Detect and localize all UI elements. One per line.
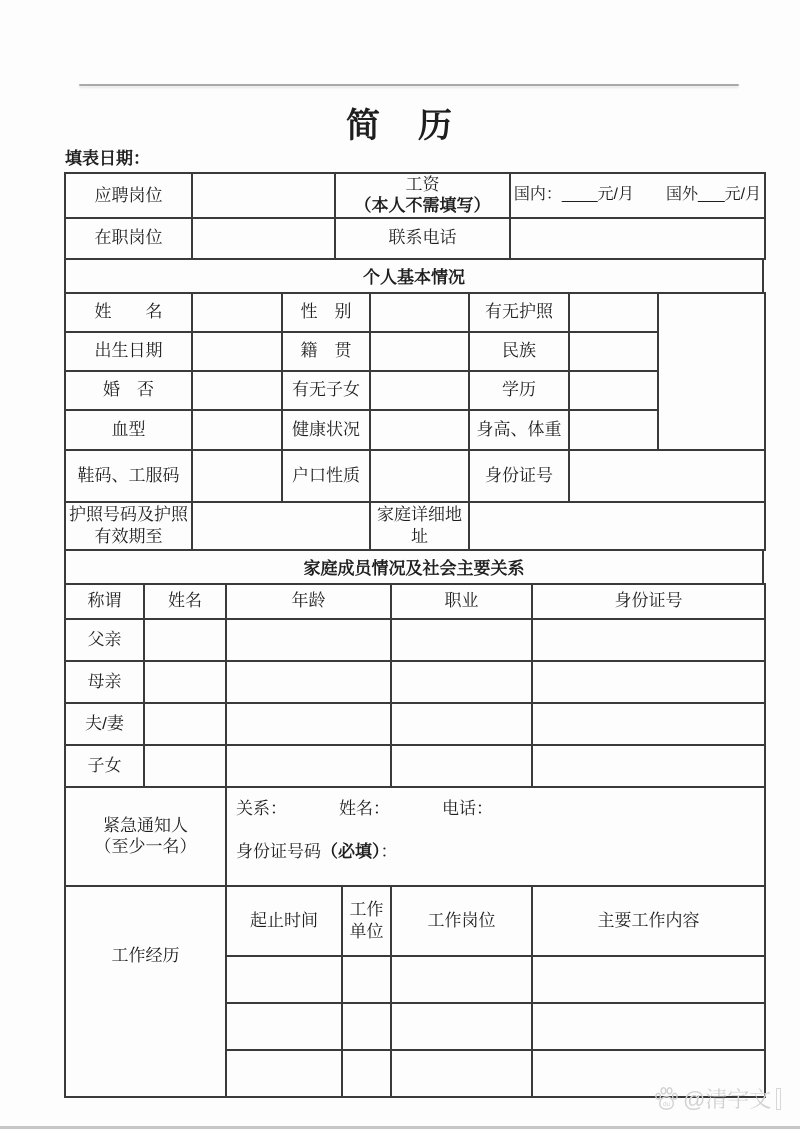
photo-cell: [658, 293, 765, 450]
ethnicity-value-cell: [569, 332, 658, 371]
marital-status-value-cell: [192, 371, 282, 410]
work-company-cell: [342, 1050, 391, 1097]
applied-position-label: 应聘岗位: [65, 173, 192, 218]
home-address-value-cell: [469, 502, 765, 550]
gender-label: 性 别: [282, 293, 370, 332]
family-col-id-number: 身份证号: [532, 584, 765, 619]
family-row-spouse-label: 夫/妻: [65, 703, 144, 745]
family-row-mother-label: 母亲: [65, 661, 144, 703]
health-label: 健康状况: [282, 410, 370, 450]
relation-label: 关系：: [236, 798, 287, 818]
blood-type-value-cell: [192, 410, 282, 450]
native-place-label: 籍 贯: [282, 332, 370, 371]
work-col-position: 工作岗位: [391, 886, 532, 956]
mother-id-cell: [532, 661, 765, 703]
spouse-id-cell: [532, 703, 765, 745]
contact-name-label: 姓名：: [339, 798, 390, 818]
id-number-value-cell: [569, 450, 765, 502]
work-col-main-duties: 主要工作内容: [532, 886, 765, 956]
passport-status-label: 有无护照: [469, 293, 569, 332]
passport-number-value-cell: [192, 502, 370, 550]
emergency-contact-label-line1: 紧急通知人: [103, 815, 188, 835]
work-col-period: 起止时间: [226, 886, 342, 956]
family-col-age: 年龄: [226, 584, 391, 619]
children-id-cell: [532, 745, 765, 787]
mother-name-cell: [144, 661, 226, 703]
family-row-children-label: 子女: [65, 745, 144, 787]
family-row-father-label: 父亲: [65, 619, 144, 661]
resume-form: [64, 172, 764, 1098]
top-info-table: [64, 172, 766, 260]
spouse-age-cell: [226, 703, 391, 745]
mother-occupation-cell: [391, 661, 532, 703]
work-period-cell: [226, 956, 342, 1003]
salary-label-prefix: 工资: [405, 175, 440, 194]
spouse-name-cell: [144, 703, 226, 745]
emergency-phone-label: 电话：: [442, 798, 493, 818]
contact-phone-value-cell: [510, 218, 765, 259]
salary-label-note: （本人不需填写）: [354, 196, 491, 216]
children-occupation-cell: [391, 745, 532, 787]
ethnicity-label: 民族: [469, 332, 569, 371]
work-period-cell: [226, 1050, 342, 1097]
personal-info-table: [64, 292, 766, 551]
contact-phone-label: 联系电话: [335, 218, 510, 259]
bottom-divider: [0, 1126, 800, 1129]
emergency-id-required-note: （必填）: [321, 841, 381, 861]
family-section-header: 家庭成员情况及社会主要关系: [64, 549, 764, 585]
name-label: 姓 名: [65, 293, 192, 332]
work-position-cell: [391, 956, 532, 1003]
top-divider: [79, 84, 739, 86]
current-position-label: 在职岗位: [65, 218, 192, 259]
height-weight-value-cell: [569, 410, 658, 450]
work-company-cell: [342, 1003, 391, 1050]
gender-value-cell: [370, 293, 469, 332]
father-id-cell: [532, 619, 765, 661]
emergency-id-label: 身份证号码: [236, 841, 321, 861]
family-col-name: 姓名: [144, 584, 226, 619]
height-weight-label: 身高、体重: [469, 410, 569, 450]
table-row: [65, 619, 765, 661]
id-number-label: 身份证号: [469, 450, 569, 502]
applied-position-value-cell: [192, 173, 335, 218]
work-experience-table: [64, 885, 766, 1098]
name-value-cell: [192, 293, 282, 332]
salary-value-cell: 国内：____元/月 国外___元/月: [510, 173, 765, 218]
household-type-label: 户口性质: [282, 450, 370, 502]
current-position-value-cell: [192, 218, 335, 259]
home-address-label: 家庭详细地址: [370, 502, 469, 550]
work-experience-label: 工作经历: [65, 886, 226, 1097]
emergency-id-colon: ：: [380, 841, 398, 861]
table-row: [65, 703, 765, 745]
baidu-paw-icon: [653, 1085, 680, 1112]
family-col-occupation: 职业: [391, 584, 532, 619]
children-name-cell: [144, 745, 226, 787]
passport-status-value-cell: [569, 293, 658, 332]
fill-date-label: 填表日期：: [65, 149, 150, 168]
blood-type-label: 血型: [65, 410, 192, 450]
family-table: [64, 583, 766, 788]
father-name-cell: [144, 619, 226, 661]
work-company-cell: [342, 956, 391, 1003]
work-duties-cell: [532, 956, 765, 1003]
education-value-cell: [569, 371, 658, 410]
personal-section-header: 个人基本情况: [64, 258, 764, 294]
watermark-cut-glyph: [776, 1088, 781, 1110]
father-age-cell: [226, 619, 391, 661]
work-position-cell: [391, 1003, 532, 1050]
mother-age-cell: [226, 661, 391, 703]
salary-label-cell: [335, 173, 510, 218]
table-row: [65, 661, 765, 703]
birth-date-value-cell: [192, 332, 282, 371]
health-value-cell: [370, 410, 469, 450]
native-place-value-cell: [370, 332, 469, 371]
shoe-uniform-size-label: 鞋码、工服码: [65, 450, 192, 502]
family-col-title: 称谓: [65, 584, 144, 619]
children-label: 有无子女: [282, 371, 370, 410]
father-occupation-cell: [391, 619, 532, 661]
children-age-cell: [226, 745, 391, 787]
work-col-company: 工作单位: [342, 886, 391, 956]
work-period-cell: [226, 1003, 342, 1050]
household-type-value-cell: [370, 450, 469, 502]
watermark-text: @清宇文: [683, 1087, 772, 1112]
page-title: 简 历: [346, 107, 454, 145]
education-label: 学历: [469, 371, 569, 410]
spouse-occupation-cell: [391, 703, 532, 745]
emergency-contact-content-cell: [226, 787, 765, 886]
emergency-table: [64, 786, 766, 887]
shoe-uniform-size-value-cell: [192, 450, 282, 502]
children-value-cell: [370, 371, 469, 410]
table-row: [65, 745, 765, 787]
passport-number-label: 护照号码及护照有效期至: [65, 502, 192, 550]
emergency-contact-label-line2: （至少一名）: [94, 837, 197, 856]
birth-date-label: 出生日期: [65, 332, 192, 371]
svg-text:du: du: [663, 1100, 670, 1108]
work-position-cell: [391, 1050, 532, 1097]
work-duties-cell: [532, 1003, 765, 1050]
emergency-contact-label: [65, 787, 226, 886]
marital-status-label: 婚 否: [65, 371, 192, 410]
watermark: [653, 1083, 781, 1114]
